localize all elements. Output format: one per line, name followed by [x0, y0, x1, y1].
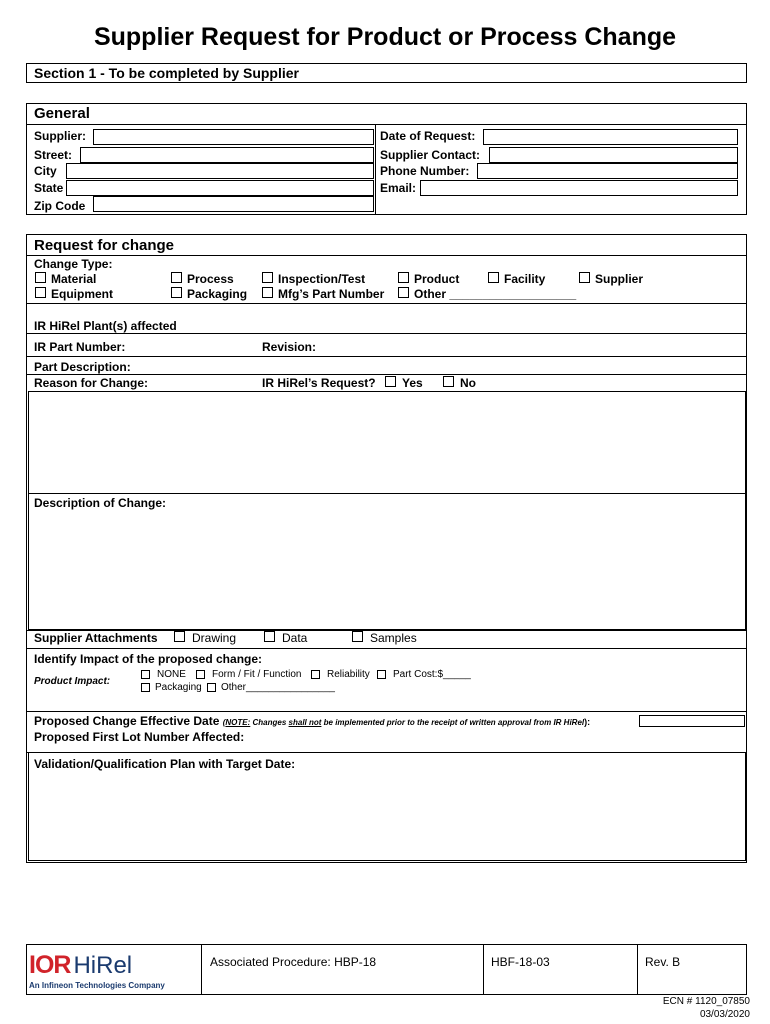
impact-cost-checkbox[interactable]: [377, 670, 386, 679]
packaging-checkbox[interactable]: [171, 287, 182, 298]
contact-label: Supplier Contact:: [380, 148, 481, 162]
impact-none-label: NONE: [157, 669, 186, 680]
divider: [26, 711, 747, 712]
inspection-label: Inspection/Test: [278, 272, 366, 286]
date-label: Date of Request:: [380, 129, 476, 143]
note-end: ):: [584, 717, 591, 727]
mfg-part-checkbox[interactable]: [262, 287, 273, 298]
impact-packaging-label: Packaging: [155, 682, 202, 693]
divider: [201, 944, 202, 995]
ir-request-yes-checkbox[interactable]: [385, 376, 396, 387]
samples-checkbox[interactable]: [352, 631, 363, 642]
validation-textarea[interactable]: [28, 753, 746, 861]
effective-date-label: Proposed Change Effective Date: [34, 714, 220, 728]
no-label: No: [460, 376, 476, 390]
section-1-bar: [26, 63, 747, 83]
revision-number: Rev. B: [645, 955, 681, 969]
street-input[interactable]: [80, 147, 374, 163]
impact-cost-label: Part Cost:$_____: [393, 669, 471, 680]
drawing-checkbox[interactable]: [174, 631, 185, 642]
city-label: City: [34, 164, 57, 178]
reason-textarea[interactable]: [28, 391, 746, 494]
data-label: Data: [282, 631, 308, 645]
divider: [26, 303, 747, 304]
description-textarea[interactable]: [28, 494, 746, 630]
email-label: Email:: [380, 181, 417, 195]
impact-reliability-checkbox[interactable]: [311, 670, 320, 679]
impact-form-checkbox[interactable]: [196, 670, 205, 679]
supplier-label: Supplier:: [34, 129, 87, 143]
ecn-number: ECN # 1120_07850: [662, 996, 750, 1007]
validation-label: Validation/Qualification Plan with Target Date:: [34, 757, 296, 771]
state-label: State: [34, 181, 64, 195]
description-label: Description of Change:: [34, 496, 167, 510]
email-input[interactable]: [420, 180, 738, 196]
facility-label: Facility: [504, 272, 546, 286]
note-mid: Changes: [250, 718, 289, 727]
divider: [483, 944, 484, 995]
product-checkbox[interactable]: [398, 272, 409, 283]
street-label: Street:: [34, 148, 73, 162]
form-id: HBF-18-03: [491, 955, 550, 969]
divider: [26, 333, 747, 334]
note-suffix: be implemented prior to the receipt of written approval from IR HiRel: [321, 718, 585, 727]
ir-request-label: IR HiRel’s Request?: [262, 376, 376, 390]
impact-heading: Identify Impact of the proposed change:: [34, 652, 263, 666]
product-label: Product: [414, 272, 460, 286]
facility-checkbox[interactable]: [488, 272, 499, 283]
impact-other-label: Other________________: [221, 682, 335, 693]
impact-other-checkbox[interactable]: [207, 683, 216, 692]
divider: [26, 124, 747, 125]
plants-affected-label: IR HiRel Plant(s) affected: [34, 319, 177, 333]
effective-date-row: Proposed Change Effective Date (NOTE: Changes shall not be implemented prior to the receipt of written approval from IR HiRel):: [34, 714, 591, 728]
phone-label: Phone Number:: [380, 164, 470, 178]
associated-procedure: Associated Procedure: HBP-18: [210, 955, 377, 969]
divider: [26, 255, 747, 256]
part-description-label: Part Description:: [34, 360, 131, 374]
section-1-label: Section 1 - To be completed by Supplier: [34, 65, 300, 81]
supplier-type-label: Supplier: [595, 272, 644, 286]
mfg-part-label: Mfg’s Part Number: [278, 287, 385, 301]
other-checkbox[interactable]: [398, 287, 409, 298]
equipment-label: Equipment: [51, 287, 113, 301]
effective-date-input[interactable]: [639, 715, 745, 727]
revision-label: Revision:: [262, 340, 317, 354]
phone-input[interactable]: [477, 163, 738, 179]
data-checkbox[interactable]: [264, 631, 275, 642]
logo-ior: IOR: [29, 951, 71, 979]
logo-tagline: An Infineon Technologies Company: [29, 981, 165, 990]
first-lot-label: Proposed First Lot Number Affected:: [34, 730, 245, 744]
request-heading: Request for change: [34, 237, 175, 254]
attachments-label: Supplier Attachments: [34, 631, 158, 645]
note-prefix: NOTE:: [225, 718, 251, 727]
impact-none-checkbox[interactable]: [141, 670, 150, 679]
divider: [375, 124, 376, 215]
reason-label: Reason for Change:: [34, 376, 149, 390]
general-heading: General: [34, 105, 90, 122]
other-label: Other ___________________: [414, 287, 577, 301]
packaging-label: Packaging: [187, 287, 248, 301]
page-title: Supplier Request for Product or Process Change: [93, 23, 677, 51]
logo-hirel: HiRel: [73, 952, 133, 979]
state-input[interactable]: [66, 180, 374, 196]
city-input[interactable]: [66, 163, 374, 179]
samples-label: Samples: [370, 631, 417, 645]
divider: [637, 944, 638, 995]
impact-form-label: Form / Fit / Function: [212, 669, 302, 680]
date-input[interactable]: [483, 129, 738, 145]
drawing-label: Drawing: [192, 631, 237, 645]
material-checkbox[interactable]: [35, 272, 46, 283]
divider: [26, 374, 747, 375]
company-logo: [29, 951, 132, 979]
change-type-label: Change Type:: [34, 257, 113, 271]
divider: [26, 648, 747, 649]
ecn-date: 03/03/2020: [699, 1009, 750, 1020]
zip-label: Zip Code: [34, 199, 86, 213]
note-shall: shall not: [288, 718, 322, 727]
impact-reliability-label: Reliability: [327, 669, 370, 680]
ir-request-no-checkbox[interactable]: [443, 376, 454, 387]
product-impact-label: Product Impact:: [34, 676, 111, 687]
zip-input[interactable]: [93, 196, 374, 212]
impact-packaging-checkbox[interactable]: [141, 683, 150, 692]
part-number-label: IR Part Number:: [34, 340, 126, 354]
equipment-checkbox[interactable]: [35, 287, 46, 298]
yes-label: Yes: [402, 376, 423, 390]
supplier-input[interactable]: [93, 129, 374, 145]
contact-input[interactable]: [489, 147, 738, 163]
divider: [26, 356, 747, 357]
process-label: Process: [187, 272, 234, 286]
supplier-checkbox[interactable]: [579, 272, 590, 283]
material-label: Material: [51, 272, 97, 286]
process-checkbox[interactable]: [171, 272, 182, 283]
inspection-checkbox[interactable]: [262, 272, 273, 283]
